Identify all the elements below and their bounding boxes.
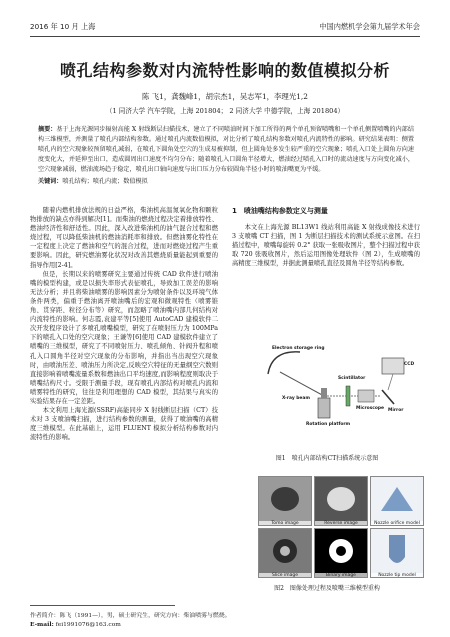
author-list: 陈 飞1，龚魏峰1，胡宗杰1，吴志军1，李理光1,2 [142, 92, 308, 101]
figure-1-schematic [262, 344, 414, 438]
figure-1-caption: 图1 喷孔内部结构CT扫描系统示意图 [275, 455, 379, 462]
slice-image-graphic [259, 529, 311, 577]
panel-slice-image [258, 528, 312, 578]
section-paragraph: 本文在上海光源 BL13W1 线站利用高能 X 射线成像技术进行 3 支喷嘴 CT 扫描，图 1 为断层扫描技术的测试系统示意图。在扫描过程中，喷嘴每旋转 0.2° 获取一张吸收图片，整个扫描过程中获取 720 张吸收图片，然后运用图像处理软件（图 2），生成喷嘴的高精度三维模型，并据此测量喷孔直径及圆角半径等结构参数。 [232, 224, 420, 268]
email-address: fei1991076@163.com [55, 622, 121, 628]
panel-binary-image [314, 528, 368, 578]
section-heading: 1 喷油嘴结构参数定义与测量 [232, 207, 328, 215]
panel-label: Nozzle orifice model [371, 521, 423, 526]
label-mirror: Mirror [388, 408, 404, 413]
scintillator-shape [346, 386, 350, 406]
reverse-image-graphic [315, 477, 367, 525]
header-date-location: 2016 年 10 月 上海 [30, 22, 96, 31]
header-conference: 中国内燃机学会第九届学术年会 [319, 22, 420, 31]
rotation-platform-shape [318, 398, 330, 418]
abstract-text: 基于上海光源同步辐射高能 X 射线断层扫描技术，建立了不同喷油时间下加工所得的两个单孔预留喷嘴和一个单孔侧置喷嘴的内部结构三维模型，并测量了喷孔内部结构参数。通过喷孔内流数值模拟，对比分析了喷孔结构参数对喷孔内流特性的影响。研究结果表明：侧置喷孔内的空穴现象较预留喷孔减弱，在喷孔下圆角处空穴的生成易被抑制，但上圆角处多发生较严重的空穴现象；喷孔入口处上圆角方向速度变化大，并延伸至出口，造成圆周出口速度不均匀分布；随着喷孔入口圆角半径增大，燃油经过喷孔入口时的流动速度与方向变化减小，空穴现象减弱，燃油流场趋于稳定，喷孔出口轴向速度与出口压力分布较圆角半径小时的喷油嘴更为平缓。 [38, 126, 414, 173]
intro-paragraph-1: 随着内燃机排放法规的日益严格，柴油机高温氮氧化物和颗粒物排放的缺点亦得到解决[1]。而柴油的燃烧过程决定着排放特性、燃油经济性和舒适性。因此，深入改进柴油机的油气混合过程和燃烧过程，可以降低柴油机的燃油消耗率和排放。但燃油雾化特性在一定程度上决定了燃油和空气的混合过程，进而对燃烧过程产生重要影响。因此，研究燃油雾化状况对改善其燃烧质量能起到重要的指导作用[2-4]。 [30, 207, 218, 269]
label-x-ray-beam: X-ray beam [282, 396, 310, 401]
abstract-label: 摘要： [38, 126, 57, 133]
panel-nozzle-tip-model [370, 528, 424, 578]
panel-label: Binary image [315, 573, 367, 578]
email-label: E-mail: [30, 621, 54, 628]
keywords-label: 关键词： [38, 178, 63, 185]
figure-2-caption: 图2 图像处理过程及喷嘴三维模型重构 [274, 585, 380, 592]
x-ray-beam-line [280, 372, 324, 396]
microscope-shape [358, 390, 374, 402]
panel-label: Nozzle tip model [371, 573, 423, 578]
header-rule [30, 36, 420, 37]
intro-paragraph-2: 但是，长期以来的喷雾研究主要通过传统 CAD 软件进行喷油嘴的模型构建，或是以损失率形式表征喷孔，导致加工误差的影响无法分析；并且将柴油喷雾的影响因素分为喷射条件以及环境气体条件两类，偏重于燃油离开喷油嘴后的宏观和微观特性（喷雾锥角、贯穿距、粒径分布等）研究，而忽略了喷油嘴内部几何结构对内流特性的影响。何志霞,袁建平等[5]使用 AutoCAD 建模软件二次开发程序设计了多喷孔喷嘴模型，研究了在喷射压力为 100MPa 下的喷孔入口处的空穴现象；王谦等[6]使用 CAD 建模软件建立了喷嘴的三维模型，研究了不同喷射压力、喷孔倾角、针阀升程和喷孔入口圆角半径对空穴现象的分布影响，并指出当出现空穴现象时，由喷油压差、喷油压力所决定,反映空穴特征的无量纲空穴数则直接影响着喷嘴流量系数和燃油出口平均速度,而影响程度则取决于喷嘴结构尺寸。受限于测量手段，现有喷孔内部结构对喷孔内流和喷雾特性的研究，往往是利用理想的 CAD 模型，其结果与真实的实验结果存在一定差距。 [30, 270, 218, 405]
nozzle-orifice-graphic [371, 477, 423, 525]
ccd-camera-shape [382, 358, 404, 374]
section-body [232, 223, 420, 268]
panel-label: Tomo image [259, 521, 311, 526]
panel-label: Reverse image [315, 521, 367, 526]
storage-ring-arc [268, 352, 300, 374]
tomo-image-graphic [259, 477, 311, 525]
nozzle-sample-shape [321, 388, 327, 398]
keywords-text: 喷孔结构；喷孔内流；数值模拟 [62, 178, 148, 185]
affiliation: （1 同济大学 汽车学院，上海 201804； 2 同济大学 中德学院，上海 201804） [105, 107, 345, 115]
paper-title: 喷孔结构参数对内流特性影响的数值模拟分析 [59, 61, 390, 80]
panel-nozzle-orifice-model [370, 476, 424, 526]
panel-tomo-image [258, 476, 312, 526]
mirror-shape [382, 390, 394, 404]
footnote-rule [30, 605, 175, 606]
panel-label: Slice image [259, 573, 311, 578]
ccd-optical-path [388, 374, 393, 390]
left-column [30, 206, 218, 442]
label-scintillator: Scintillator [338, 376, 366, 381]
label-ccd: CCD [404, 362, 415, 367]
footnote-email [30, 621, 420, 628]
panel-reverse-image [314, 476, 368, 526]
label-electron-storage-ring: Electron storage ring [272, 346, 325, 351]
label-microscope: Microscope [356, 406, 385, 411]
intro-paragraph-3: 本文利用上海光源(SSRF)高能同步 X 射线断层扫描（CT）技术对 3 支喷油嘴扫描，进行结构参数的测量，获得了喷油嘴的高精度三维模型。在此基础上，运用 FLUENT 模拟分析结构参数对内流特性的影响。 [30, 407, 218, 442]
figure-2-panels [258, 476, 422, 578]
nozzle-tip-graphic [371, 529, 423, 577]
label-rotation-platform: Rotation platform [306, 422, 351, 427]
abstract [38, 125, 414, 175]
footnote-author-info: 作者简介：陈飞（1991—），男，硕士研究生，研究方向：柴油喷雾与燃烧。 [30, 613, 231, 619]
binary-image-graphic [315, 529, 367, 577]
keywords [38, 176, 414, 185]
